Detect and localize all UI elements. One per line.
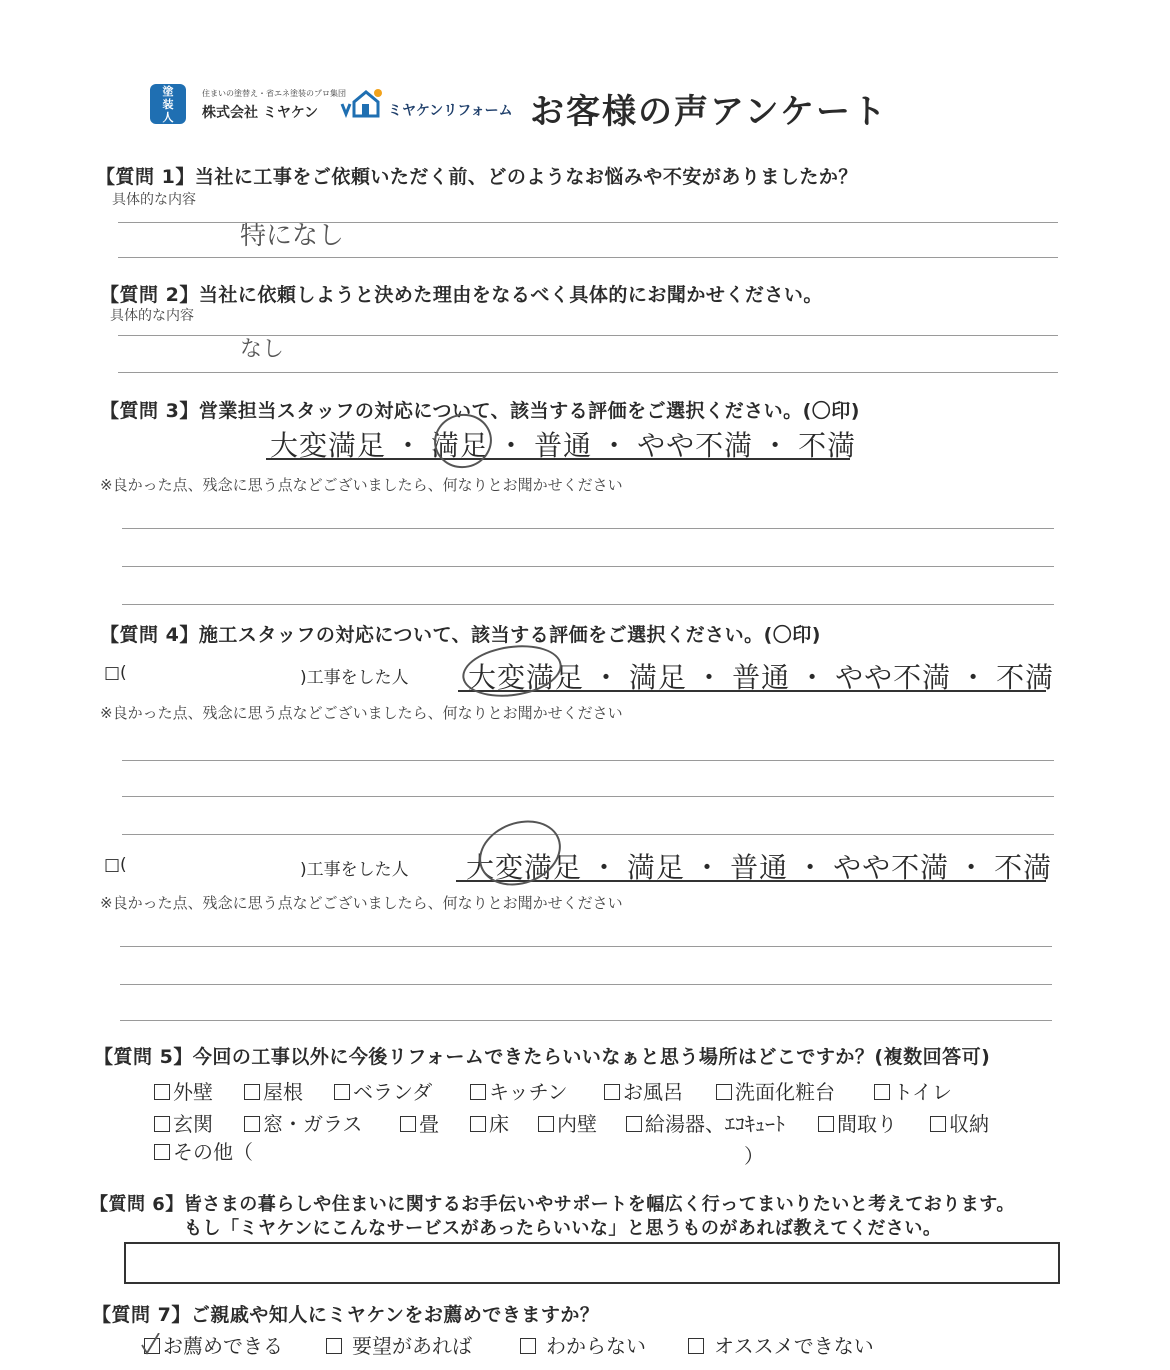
q3-option-very-satisfied[interactable]: 大変満足 [270,429,387,462]
checkbox-icon[interactable] [520,1338,536,1354]
checkbox-icon[interactable] [244,1116,260,1132]
q4-w1-option-very-satisfied[interactable]: 大変満足 [468,661,585,694]
checkbox-icon[interactable] [716,1084,732,1100]
q1-sub-label: 具体的な内容 [112,192,196,208]
checkbox-icon[interactable] [604,1084,620,1100]
q3-option-normal[interactable]: 普通 [534,429,593,462]
q4-w1-comment-line-1 [122,760,1054,761]
q2-answer[interactable]: なし [240,337,285,362]
q3-scale-underline [266,458,850,460]
q5-opt-entrance[interactable]: 玄関 [154,1108,213,1137]
q3-comment-line-2 [122,566,1054,567]
q5-opt-interior-wall[interactable]: 内壁 [538,1108,597,1137]
q4-worker-1-rating-scale[interactable]: 大変満足 ・ 満足 ・ 普通 ・ やや不満 ・ 不満 [468,656,1054,696]
logo-text: 塗装人 [162,85,174,124]
header [150,80,910,130]
q5-opt-floor[interactable]: 床 [470,1108,509,1137]
q2-sub-label: 具体的な内容 [110,308,194,324]
q5-opt-bath[interactable]: お風呂 [604,1076,683,1105]
q5-opt-other[interactable]: その他（ [154,1136,253,1165]
reform-name: ミヤケンリフォーム [388,103,513,119]
q5-opt-storage[interactable]: 収納 [930,1108,989,1137]
logo-icon [150,84,186,124]
q2-label: 【質問 2】当社に依頼しようと決めた理由をなるべく具体的にお聞かせください。 [100,284,823,306]
q5-opt-kitchen[interactable]: キッチン [470,1076,568,1105]
checkbox-icon[interactable] [470,1116,486,1132]
checkbox-icon[interactable] [154,1116,170,1132]
q4-worker-2-checkbox[interactable]: □( [104,855,127,875]
q4-w2-comment-line-1 [120,946,1052,947]
q6-answer-box[interactable] [124,1242,1060,1284]
q5-opt-exterior-wall[interactable]: 外壁 [154,1076,213,1105]
q3-option-somewhat-dissatisfied[interactable]: やや不満 [637,429,754,462]
q4-w1-comment-line-3 [122,834,1054,835]
q4-w2-option-normal[interactable]: 普通 [730,851,789,884]
checkbox-icon[interactable] [818,1116,834,1132]
q1-answer[interactable]: 特になし [240,221,345,251]
q4-w2-option-satisfied[interactable]: 満足 [627,851,686,884]
q7-opt-cannot-recommend[interactable]: オススメできない [688,1330,874,1359]
company-tagline: 住まいの塗替え・省エネ塗装のプロ集団 [202,89,346,98]
checkbox-icon[interactable] [144,1338,160,1354]
q6-label: 【質問 6】皆さまの暮らしや住まいに関するお手伝いやサポートを幅広く行ってまいりたいと考えております。 [90,1194,1015,1215]
q4-worker-1-note: ※良かった点、残念に思う点などございましたら、何なりとお聞かせください [100,704,623,722]
q4-w1-option-satisfied[interactable]: 満足 [629,661,688,694]
q3-label: 【質問 3】営業担当スタッフの対応について、該当する評価をご選択ください。(〇印) [100,400,860,422]
house-icon [340,88,384,118]
q4-worker-2-underline [456,880,1046,882]
q5-opt-veranda[interactable]: ベランダ [334,1076,432,1105]
q4-w1-option-somewhat-dissatisfied[interactable]: やや不満 [835,661,952,694]
checkbox-icon[interactable] [244,1084,260,1100]
q7-opt-dont-know[interactable]: わからない [520,1330,646,1359]
q1-answer-line-2 [118,257,1058,258]
checkbox-icon[interactable] [400,1116,416,1132]
q5-opt-vanity[interactable]: 洗面化粧台 [716,1076,835,1105]
q4-worker-2-label: )工事をした人 [300,860,409,880]
checkbox-icon[interactable] [874,1084,890,1100]
q4-worker-2-note: ※良かった点、残念に思う点などございましたら、何なりとお聞かせください [100,894,623,912]
q5-other-close: ） [744,1144,764,1168]
q1-label: 【質問 1】当社に工事をご依頼いただく前、どのようなお悩みや不安がありましたか？ [96,166,858,188]
checkbox-icon[interactable] [326,1338,342,1354]
q4-w2-option-dissatisfied[interactable]: 不満 [994,851,1053,884]
q5-label: 【質問 5】今回の工事以外に今後リフォームできたらいいなぁと思う場所はどこですか？(複数回答可) [94,1046,991,1068]
q4-w2-option-very-satisfied[interactable]: 大変満足 [466,851,583,884]
q7-label: 【質問 7】ご親戚や知人にミヤケンをお薦めできますか？ [92,1304,600,1326]
q7-opt-recommend[interactable]: お薦めできる [144,1330,283,1359]
q4-worker-1-checkbox[interactable]: □( [104,663,127,683]
q5-opt-window-glass[interactable]: 窓・ガラス [244,1108,362,1137]
q4-w1-option-dissatisfied[interactable]: 不満 [996,661,1055,694]
q5-opt-floor-plan[interactable]: 間取り [818,1108,897,1137]
q5-opt-tatami[interactable]: 畳 [400,1108,439,1137]
q4-w2-comment-line-2 [120,984,1052,985]
q3-note: ※良かった点、残念に思う点などございましたら、何なりとお聞かせください [100,476,623,494]
q1-answer-line-1 [118,222,1058,223]
q4-worker-2-rating-scale[interactable]: 大変満足 ・ 満足 ・ 普通 ・ やや不満 ・ 不満 [466,846,1052,886]
q6-label-2: もし「ミヤケンにこんなサービスがあったらいいな」と思うものがあれば教えてください。 [184,1218,942,1239]
q4-w1-comment-line-2 [122,796,1054,797]
q4-worker-1-label: )工事をした人 [300,668,409,688]
q3-rating-scale[interactable]: 大変満足 ・ 満足 ・ 普通 ・ やや不満 ・ 不満 [270,424,856,464]
checkbox-icon[interactable] [626,1116,642,1132]
q4-w1-option-normal[interactable]: 普通 [732,661,791,694]
checkbox-icon[interactable] [930,1116,946,1132]
checkbox-icon[interactable] [470,1084,486,1100]
q5-opt-toilet[interactable]: トイレ [874,1076,952,1105]
q4-worker-1-underline [458,690,1046,692]
checkbox-icon[interactable] [688,1338,704,1354]
q2-answer-line-1 [118,335,1058,336]
q5-opt-roof[interactable]: 屋根 [244,1076,303,1105]
page-title: お客様の声アンケート [530,92,888,132]
q2-answer-line-2 [118,372,1058,373]
q7-opt-if-requested[interactable]: 要望があれば [326,1330,472,1359]
check-mark-icon [139,1333,161,1355]
q3-comment-line-1 [122,528,1054,529]
checkbox-icon[interactable] [538,1116,554,1132]
q5-opt-water-heater[interactable]: 給湯器、ｴｺｷｭｰﾄ [626,1108,785,1137]
company-name: 株式会社 ミヤケン [202,105,319,121]
q4-w2-option-somewhat-dissatisfied[interactable]: やや不満 [833,851,950,884]
q4-label: 【質問 4】施工スタッフの対応について、該当する評価をご選択ください。(〇印) [100,624,821,646]
checkbox-icon[interactable] [154,1144,170,1160]
q3-option-satisfied[interactable]: 満足 [431,429,490,462]
q3-comment-line-3 [122,604,1054,605]
q3-option-dissatisfied[interactable]: 不満 [798,429,857,462]
checkbox-icon[interactable] [154,1084,170,1100]
checkbox-icon[interactable] [334,1084,350,1100]
q4-w2-comment-line-3 [120,1020,1052,1021]
